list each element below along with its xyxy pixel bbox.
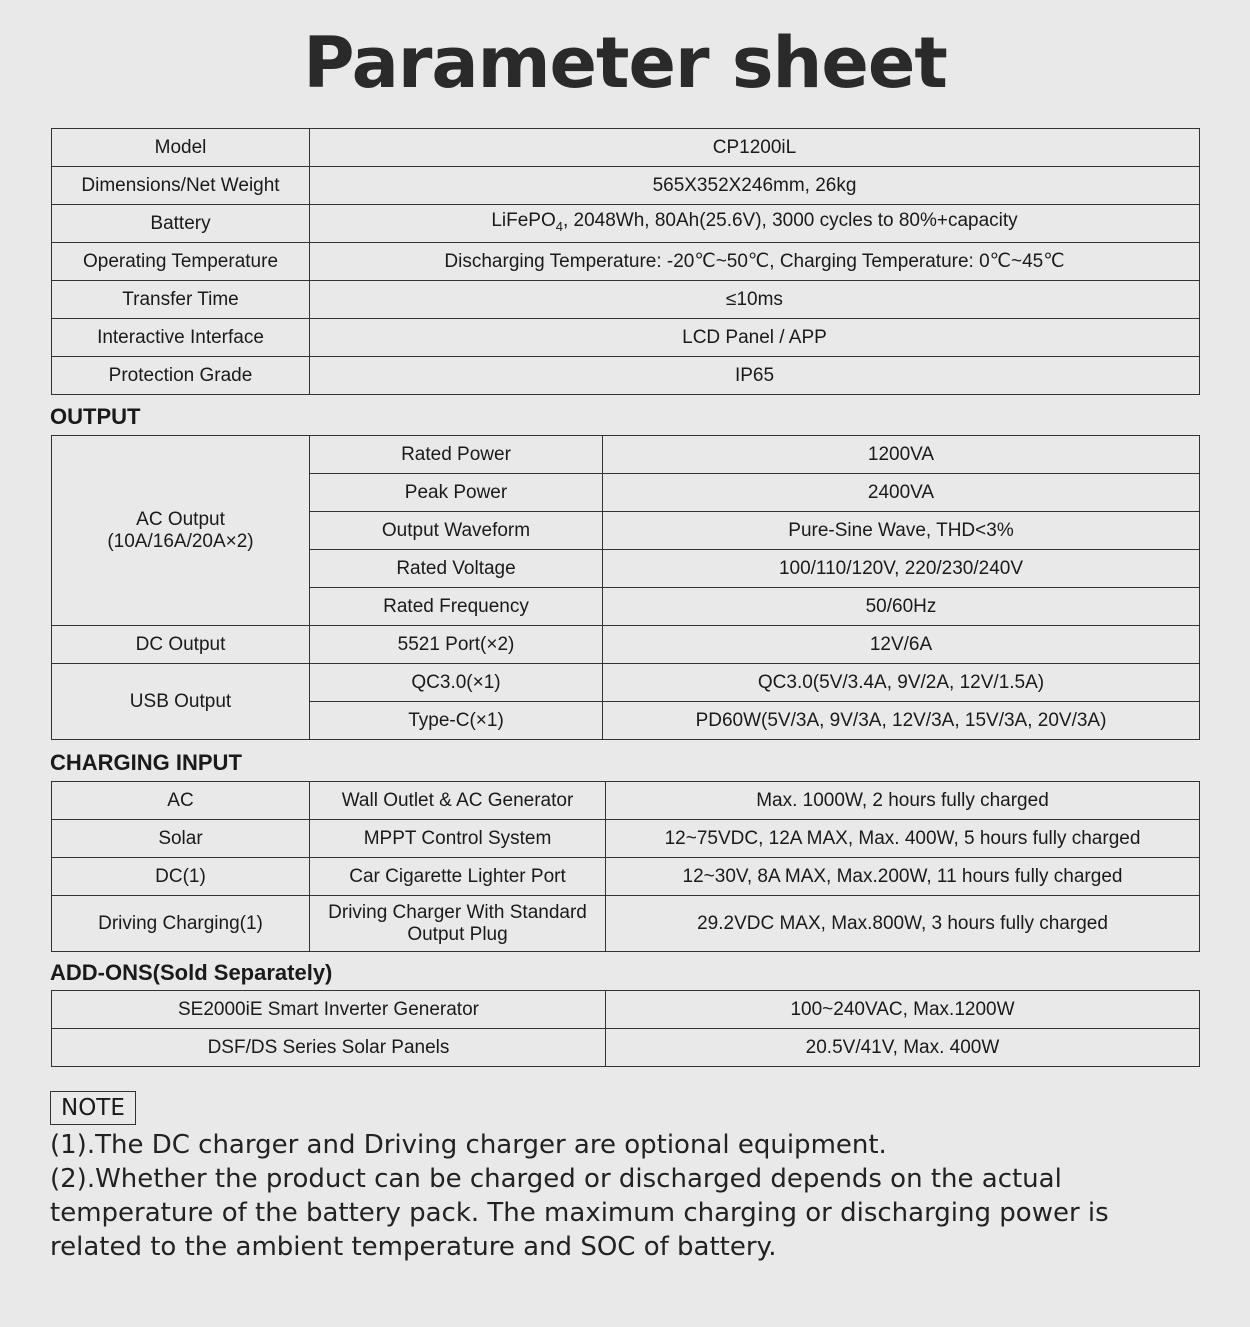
value-cell: 1200VA	[603, 436, 1200, 474]
usb-output-label: USB Output	[52, 664, 310, 740]
addon-spec: 20.5V/41V, Max. 400W	[606, 1029, 1200, 1067]
source-cell: AC	[52, 782, 310, 820]
spec-value: Discharging Temperature: -20℃~50℃, Charging Temperature: 0℃~45℃	[310, 243, 1200, 281]
source-cell: Driving Charging(1)	[52, 896, 310, 952]
param-cell: QC3.0(×1)	[310, 664, 603, 702]
general-spec-table	[51, 128, 1200, 395]
battery-chem-subscript: 4	[555, 218, 563, 234]
value-cell: 2400VA	[603, 474, 1200, 512]
spec-cell: Max. 1000W, 2 hours fully charged	[606, 782, 1200, 820]
table-row	[52, 205, 1200, 243]
output-table	[51, 435, 1200, 740]
spec-label: Battery	[52, 205, 310, 243]
method-cell: Wall Outlet & AC Generator	[310, 782, 606, 820]
table-row	[52, 167, 1200, 205]
spec-label: Protection Grade	[52, 357, 310, 395]
spec-cell: 12~75VDC, 12A MAX, Max. 400W, 5 hours fully charged	[606, 820, 1200, 858]
page-title: Parameter sheet	[303, 22, 947, 104]
table-row	[52, 782, 1200, 820]
note-line: (1).The DC charger and Driving charger are optional equipment.	[50, 1130, 887, 1160]
table-row	[52, 896, 1200, 952]
notes	[50, 1128, 1205, 1264]
addons-table	[51, 990, 1200, 1067]
spec-label: Dimensions/Net Weight	[52, 167, 310, 205]
param-cell: Peak Power	[310, 474, 603, 512]
value-cell: QC3.0(5V/3.4A, 9V/2A, 12V/1.5A)	[603, 664, 1200, 702]
ac-output-sublabel: (10A/16A/20A×2)	[107, 530, 254, 552]
spec-value: CP1200iL	[310, 129, 1200, 167]
spec-label: Model	[52, 129, 310, 167]
param-cell: Type-C(×1)	[310, 702, 603, 740]
param-cell: Output Waveform	[310, 512, 603, 550]
table-row	[52, 991, 1200, 1029]
note-line: (2).Whether the product can be charged or discharged depends on the actual temperature of the battery pack. The maximum charging or discharging power is related to the ambient temperature and SOC of battery.	[50, 1164, 1109, 1262]
dc-output-label: DC Output	[52, 626, 310, 664]
value-cell: 50/60Hz	[603, 588, 1200, 626]
spec-cell: 12~30V, 8A MAX, Max.200W, 11 hours fully charged	[606, 858, 1200, 896]
table-row	[52, 1029, 1200, 1067]
spec-label: Transfer Time	[52, 281, 310, 319]
addon-item: SE2000iE Smart Inverter Generator	[52, 991, 606, 1029]
spec-label: Interactive Interface	[52, 319, 310, 357]
param-cell: Rated Frequency	[310, 588, 603, 626]
charging-heading: CHARGING INPUT	[50, 750, 242, 775]
ac-output-label: AC Output	[136, 508, 225, 530]
spec-value: IP65	[310, 357, 1200, 395]
method-cell: MPPT Control System	[310, 820, 606, 858]
ac-output-cell	[52, 436, 310, 626]
output-heading: OUTPUT	[50, 404, 141, 429]
table-row	[52, 319, 1200, 357]
table-row	[52, 129, 1200, 167]
value-cell: Pure-Sine Wave, THD<3%	[603, 512, 1200, 550]
addon-item: DSF/DS Series Solar Panels	[52, 1029, 606, 1067]
param-cell: 5521 Port(×2)	[310, 626, 603, 664]
value-cell: PD60W(5V/3A, 9V/3A, 12V/3A, 15V/3A, 20V/3A)	[603, 702, 1200, 740]
table-row	[52, 858, 1200, 896]
battery-chem: LiFePO	[491, 209, 556, 231]
spec-value: LCD Panel / APP	[310, 319, 1200, 357]
value-cell: 12V/6A	[603, 626, 1200, 664]
param-cell: Rated Power	[310, 436, 603, 474]
param-cell: Rated Voltage	[310, 550, 603, 588]
table-row	[52, 664, 1200, 702]
table-row	[52, 436, 1200, 474]
method-cell: Car Cigarette Lighter Port	[310, 858, 606, 896]
spec-cell: 29.2VDC MAX, Max.800W, 3 hours fully charged	[606, 896, 1200, 952]
table-row	[52, 243, 1200, 281]
spec-value	[310, 205, 1200, 243]
spec-value: 565X352X246mm, 26kg	[310, 167, 1200, 205]
spec-label: Operating Temperature	[52, 243, 310, 281]
source-cell: DC(1)	[52, 858, 310, 896]
addon-spec: 100~240VAC, Max.1200W	[606, 991, 1200, 1029]
value-cell: 100/110/120V, 220/230/240V	[603, 550, 1200, 588]
charging-table	[51, 781, 1200, 952]
spec-value: ≤10ms	[310, 281, 1200, 319]
table-row	[52, 820, 1200, 858]
table-row	[52, 626, 1200, 664]
table-row	[52, 357, 1200, 395]
source-cell: Solar	[52, 820, 310, 858]
battery-spec: , 2048Wh, 80Ah(25.6V), 3000 cycles to 80%+capacity	[562, 209, 1018, 231]
addons-heading: ADD-ONS(Sold Separately)	[50, 960, 333, 985]
method-cell: Driving Charger With Standard Output Plug	[310, 896, 606, 952]
note-label: NOTE	[50, 1091, 136, 1125]
table-row	[52, 281, 1200, 319]
